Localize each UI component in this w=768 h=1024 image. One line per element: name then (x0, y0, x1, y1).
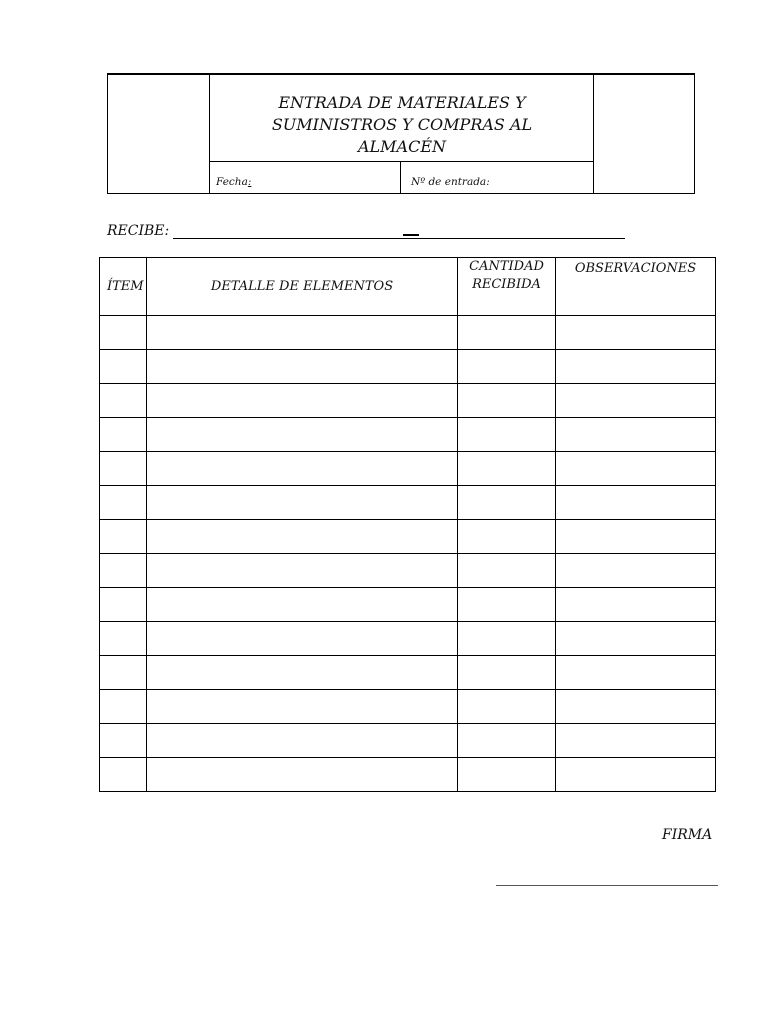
detalle-cell[interactable] (147, 418, 458, 452)
header-cantidad (458, 258, 556, 316)
cantidad-cell[interactable] (458, 350, 556, 384)
header-cantidad-line: CANTIDAD (469, 259, 544, 274)
recibe-underline (173, 238, 625, 239)
cantidad-cell[interactable] (458, 758, 556, 792)
title-line: ALMACÉN (357, 137, 447, 156)
table-row (100, 690, 716, 724)
detalle-cell[interactable] (147, 588, 458, 622)
title-line: SUMINISTROS Y COMPRAS AL (271, 115, 533, 134)
cantidad-cell[interactable] (458, 486, 556, 520)
detalle-cell[interactable] (147, 520, 458, 554)
observaciones-cell[interactable] (556, 588, 716, 622)
detalle-cell[interactable] (147, 554, 458, 588)
fecha-label: Fecha (216, 176, 248, 188)
header-item: ÍTEM (100, 258, 147, 316)
cantidad-cell[interactable] (458, 724, 556, 758)
cantidad-cell[interactable] (458, 554, 556, 588)
observaciones-cell[interactable] (556, 316, 716, 350)
observaciones-cell[interactable] (556, 452, 716, 486)
header-cantidad-line: RECIBIDA (472, 277, 541, 292)
item-cell[interactable] (100, 690, 147, 724)
cantidad-cell[interactable] (458, 622, 556, 656)
recibe-underline-mark (403, 234, 419, 236)
item-cell[interactable] (100, 622, 147, 656)
entrada-field: Nº de entrada: (411, 176, 490, 188)
item-cell[interactable] (100, 384, 147, 418)
detalle-cell[interactable] (147, 452, 458, 486)
cantidad-cell[interactable] (458, 452, 556, 486)
observaciones-cell[interactable] (556, 724, 716, 758)
observaciones-cell[interactable] (556, 418, 716, 452)
table-row (100, 316, 716, 350)
item-cell[interactable] (100, 486, 147, 520)
detalle-cell[interactable] (147, 350, 458, 384)
table-row (100, 758, 716, 792)
detalle-cell[interactable] (147, 758, 458, 792)
cantidad-cell[interactable] (458, 384, 556, 418)
item-cell[interactable] (100, 588, 147, 622)
table-row (100, 486, 716, 520)
header-detalle: DETALLE DE ELEMENTOS (147, 258, 458, 316)
recibe-label: RECIBE: (107, 223, 170, 239)
header-divider-horizontal (209, 161, 593, 162)
item-cell[interactable] (100, 758, 147, 792)
table-row (100, 656, 716, 690)
header-observaciones: OBSERVACIONES (556, 258, 716, 316)
table-row (100, 350, 716, 384)
fecha-field (216, 176, 251, 188)
title-line: ENTRADA DE MATERIALES Y (278, 93, 526, 112)
item-cell[interactable] (100, 656, 147, 690)
header-divider-fields (400, 161, 401, 193)
item-cell[interactable] (100, 520, 147, 554)
item-cell[interactable] (100, 724, 147, 758)
detalle-cell[interactable] (147, 316, 458, 350)
cantidad-cell[interactable] (458, 690, 556, 724)
firma-label: FIRMA (662, 827, 713, 843)
detalle-cell[interactable] (147, 622, 458, 656)
fecha-colon: : (247, 176, 252, 188)
cantidad-cell[interactable] (458, 316, 556, 350)
observaciones-cell[interactable] (556, 758, 716, 792)
item-cell[interactable] (100, 554, 147, 588)
item-cell[interactable] (100, 316, 147, 350)
cantidad-cell[interactable] (458, 656, 556, 690)
observaciones-cell[interactable] (556, 486, 716, 520)
table-row (100, 588, 716, 622)
table-row (100, 452, 716, 486)
cantidad-cell[interactable] (458, 520, 556, 554)
table-header-row (100, 258, 716, 316)
firma-line (496, 885, 718, 886)
cantidad-cell[interactable] (458, 418, 556, 452)
observaciones-cell[interactable] (556, 554, 716, 588)
header-box (107, 73, 695, 194)
items-table (99, 257, 716, 792)
document-title (210, 92, 594, 158)
table-row (100, 554, 716, 588)
observaciones-cell[interactable] (556, 384, 716, 418)
table-row (100, 724, 716, 758)
detalle-cell[interactable] (147, 690, 458, 724)
table-row (100, 384, 716, 418)
observaciones-cell[interactable] (556, 520, 716, 554)
observaciones-cell[interactable] (556, 350, 716, 384)
item-cell[interactable] (100, 418, 147, 452)
detalle-cell[interactable] (147, 384, 458, 418)
observaciones-cell[interactable] (556, 656, 716, 690)
table-row (100, 418, 716, 452)
item-cell[interactable] (100, 350, 147, 384)
table-row (100, 622, 716, 656)
detalle-cell[interactable] (147, 486, 458, 520)
observaciones-cell[interactable] (556, 622, 716, 656)
observaciones-cell[interactable] (556, 690, 716, 724)
item-cell[interactable] (100, 452, 147, 486)
detalle-cell[interactable] (147, 724, 458, 758)
cantidad-cell[interactable] (458, 588, 556, 622)
table-row (100, 520, 716, 554)
detalle-cell[interactable] (147, 656, 458, 690)
